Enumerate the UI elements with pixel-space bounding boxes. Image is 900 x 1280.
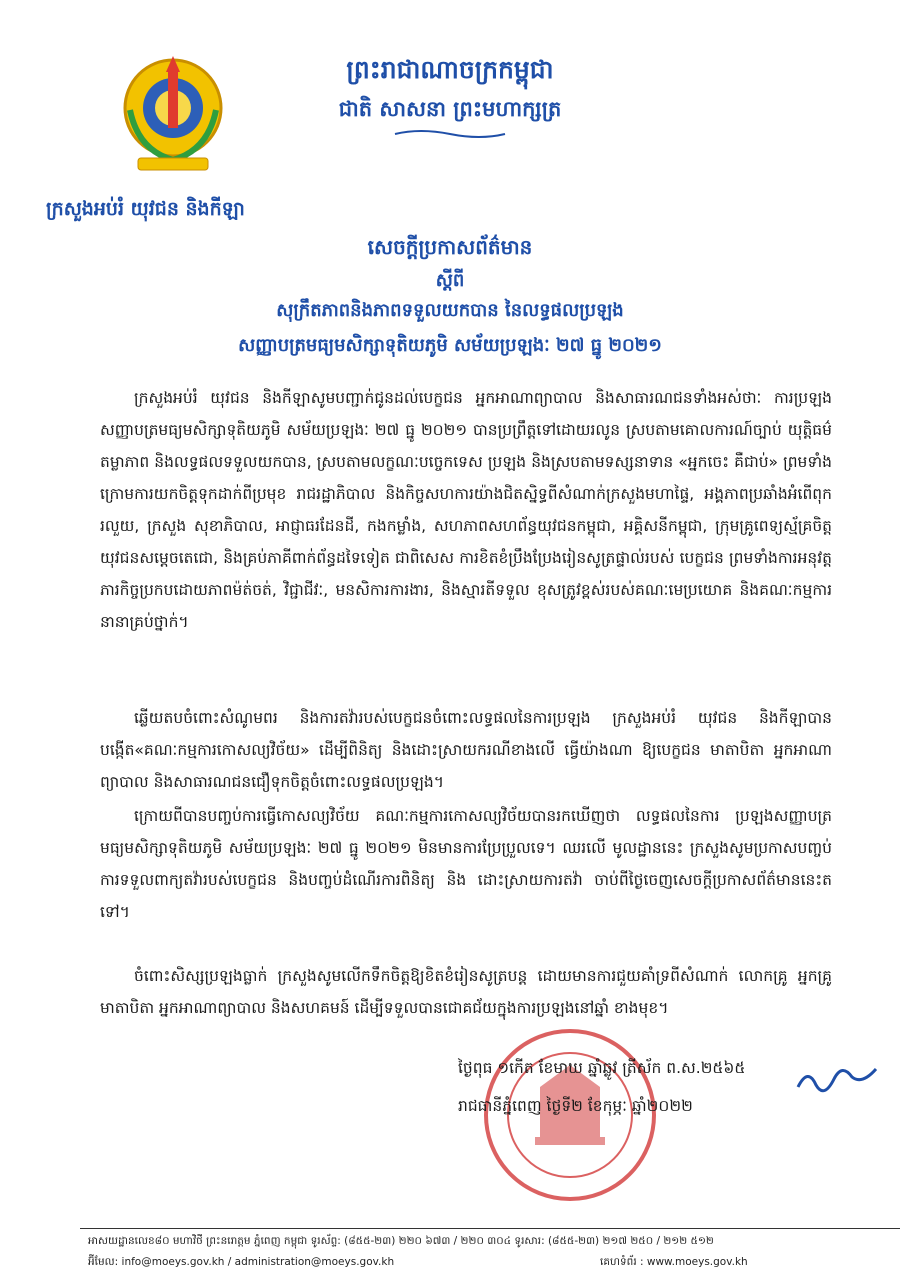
footer-email: អ៊ីមែល: info@moeys.gov.kh / administration@moeys.gov.kh <box>88 1256 395 1268</box>
document-about: ស្តីពី <box>435 270 465 291</box>
footer-divider <box>80 1228 900 1229</box>
document-title: សេចក្តីប្រកាសព័ត៌មាន <box>367 235 533 259</box>
body-paragraph-3 <box>100 800 832 928</box>
document-subject-line-1: សុក្រឹតភាពនិងភាពទទួលយកបាន នៃលទ្ធផលប្រឡង <box>276 300 624 321</box>
body-paragraph-2 <box>100 702 832 798</box>
footer-website: គេហទំព័រ : www.moeys.gov.kh <box>600 1256 748 1268</box>
signature-icon <box>790 1055 880 1105</box>
paragraph-text: ក្រោយពីបានបញ្ចប់ការធ្វើកោសល្យវិច័យ គណៈកម្មការកោសល្យវិច័យបានរកឃើញថា លទ្ធផលនៃការ ប្រឡងសញ្ញាបត្រមធ្យមសិក្សាទុតិយភូមិ សម័យប្រឡងៈ ២៧ ធ្នូ ២០២១ មិនមានការប្រែប្រួលទេ។ ឈរលើ មូលដ្ឋាននេះ ក្រសួងសូមប្រកាសបញ្ចប់ការទទួលពាក្យតវ៉ារបស់បេក្ខជន និងបញ្ចប់ដំណើរការពិនិត្យ និង ដោះស្រាយការតវ៉ា ចាប់ពីថ្ងៃចេញសេចក្តីប្រកាសព័ត៌មាននេះតទៅ។ <box>100 807 832 921</box>
ministry-emblem-icon <box>118 50 228 180</box>
paragraph-text: ក្រសួងអប់រំ យុវជន និងកីឡាសូមបញ្ជាក់ជូនដល់បេក្ខជន អ្នកអាណាព្យាបាល និងសាធារណជនទាំងអស់ថាៈ ការប្រឡងសញ្ញាបត្រមធ្យមសិក្សាទុតិយភូមិ សម័យប្រឡងៈ ២៧ ធ្នូ ២០២១ បានប្រព្រឹត្តទៅដោយរលូន ស្របតាមគោលការណ៍ច្បាប់ យុត្តិធម៌ តម្លាភាព និងលទ្ធផលទទួលយកបាន, ស្របតាមលក្ខណៈបច្ចេកទេស ប្រឡង និងស្របតាមទស្សនាទាន «អ្នកចេះ គឺជាប់» ព្រមទាំងក្រោមការយកចិត្តទុកដាក់ពីប្រមុខ រាជរដ្ឋាភិបាល និងកិច្ចសហការយ៉ាងជិតស្និទ្ធពីសំណាក់ក្រសួងមហាផ្ទៃ, អង្គភាពប្រឆាំងអំពើពុករលួយ, ក្រសួង សុខាភិបាល, អាជ្ញាធរដែនដី, កងកម្លាំង, សហភាពសហព័ន្ធយុវជនកម្ពុជា, អគ្គិសនីកម្ពុជា, ក្រុមគ្រូពេទ្យស្ម័គ្រចិត្ត យុវជនសម្តេចតេជោ, និងគ្រប់ភាគីពាក់ព័ន្ធដទៃទៀត ជាពិសេស ការខិតខំប្រឹងប្រែងរៀនសូត្រផ្ទាល់របស់ បេក្ខជន ព្រមទាំងការអនុវត្តភារកិច្ចប្រកបដោយភាពម៉ត់ចត់, វិជ្ជាជីវៈ, មនសិការការងារ, និងស្មារតីទទួល ខុសត្រូវខ្ពស់របស់គណៈមេប្រយោគ និងគណៈកម្មការនានាគ្រប់ថ្នាក់។ <box>100 389 833 631</box>
date-solar: រាជធានីភ្នំពេញ ថ្ងៃទី២ ខែកុម្ភៈ ឆ្នាំ២០២២ <box>458 1097 693 1115</box>
paragraph-text: ចំពោះសិស្សប្រឡងធ្លាក់ ក្រសួងសូមលើកទឹកចិត្តឱ្យខិតខំរៀនសូត្របន្ត ដោយមានការជួយគាំទ្រពីសំណាក់ លោកគ្រូ អ្នកគ្រូ មាតាបិតា អ្នកអាណាព្យាបាល និងសហគមន៍ ដើម្បីទទួលបានជោគជ័យក្នុងការប្រឡងនៅឆ្នាំ ខាងមុខ។ <box>100 967 832 1017</box>
kingdom-title: ព្រះរាជាណាចក្រកម្ពុជា <box>346 55 554 84</box>
ministry-name: ក្រសួងអប់រំ យុវជន និងកីឡា <box>46 198 245 220</box>
document-subject-line-2: សញ្ញាបត្រមធ្យមសិក្សាទុតិយភូមិ សម័យប្រឡងៈ ២៧ ធ្នូ ២០២១ <box>238 335 662 356</box>
body-paragraph-1 <box>100 382 832 638</box>
paragraph-text: ឆ្លើយតបចំពោះសំណូមពរ និងការតវ៉ារបស់បេក្ខជនចំពោះលទ្ធផលនៃការប្រឡង ក្រសួងអប់រំ យុវជន និងកីឡាបានបង្កើត«គណៈកម្មការកោសល្យវិច័យ» ដើម្បីពិនិត្យ និងដោះស្រាយករណីខាងលើ ធ្វើយ៉ាងណា ឱ្យបេក្ខជន មាតាបិតា អ្នកអាណាព្យាបាល និងសាធារណជនជឿទុកចិត្តចំពោះលទ្ធផលប្រឡង។ <box>100 709 832 791</box>
date-lunar: ថ្ងៃពុធ ១កើត ខែមាឃ ឆ្នាំឆ្លូវ ត្រីស័ក ព.ស.២៥៦៥ <box>458 1059 746 1077</box>
ornament-divider-icon <box>390 128 510 140</box>
footer-address: អាសយដ្ឋានលេខ៨០ មហាវិថី ព្រះនរោត្តម ភ្នំពេញ កម្ពុជា ទូរស័ព្ទ: (៨៥៥-២៣) ២២០ ៦៧៣ / ២២០ ៣០៤ ទូរសារ: (៨៥៥-២៣) ២១៧ ២៥០ / ២១២ ៥១២ <box>88 1235 714 1247</box>
body-paragraph-4 <box>100 960 832 1024</box>
national-motto: ជាតិ សាសនា ព្រះមហាក្សត្រ <box>338 97 562 121</box>
